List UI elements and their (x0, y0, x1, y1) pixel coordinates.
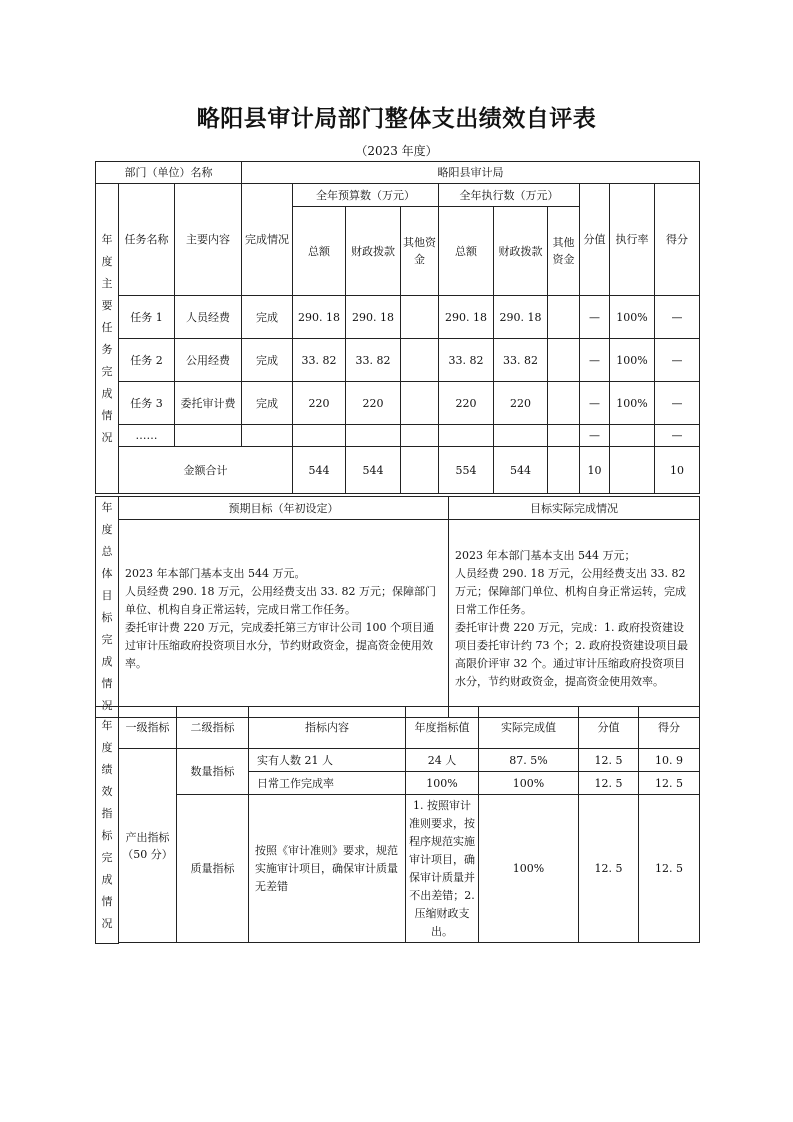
budget-total: 290. 18 (293, 296, 346, 339)
header-budget-fiscal: 财政拨款 (346, 207, 401, 296)
task-status: 完成 (242, 296, 293, 339)
indicator-score: 12. 5 (639, 772, 700, 795)
budget-other (401, 425, 439, 447)
overall-target-table (95, 496, 700, 718)
exec-total (439, 425, 494, 447)
exec-total: 290. 18 (439, 296, 494, 339)
dept-value: 略阳县审计局 (242, 162, 700, 184)
sum-budget-other (401, 447, 439, 494)
exec-rate: 100% (610, 382, 655, 425)
expected-line: 委托审计费 220 万元，完成委托第三方审计公司 100 个项目通过审计压缩政府投资项目水分，节约财政资金，提高资金使用效率。 (125, 620, 434, 670)
expected-header: 预期目标（年初设定） (119, 497, 449, 520)
quality-label: 质量指标 (177, 795, 249, 943)
task-content: 公用经费 (175, 339, 242, 382)
indicator-row (96, 749, 700, 772)
exec-other (548, 382, 580, 425)
indicator-row (96, 795, 700, 943)
budget-other (401, 339, 439, 382)
quantity-label: 数量指标 (177, 749, 249, 795)
budget-other (401, 296, 439, 339)
indicator-annual: 100% (406, 772, 479, 795)
dept-label: 部门（单位）名称 (96, 162, 242, 184)
exec-fiscal: 290. 18 (494, 296, 548, 339)
header-value: 分值 (579, 707, 639, 749)
score: — (655, 425, 700, 447)
sum-exec-total: 554 (439, 447, 494, 494)
sum-budget-total: 544 (293, 447, 346, 494)
exec-other (548, 339, 580, 382)
exec-other (548, 425, 580, 447)
task-row (96, 339, 700, 382)
header-actual: 实际完成值 (479, 707, 579, 749)
budget-fiscal (346, 425, 401, 447)
budget-fiscal: 33. 82 (346, 339, 401, 382)
actual-line: 委托审计费 220 万元，完成：1. 政府投资建设项目委托审计约 73 个；2. 政府投资建设项目最高限价评审 32 个。通过审计压缩政府投资项目水分，节约财政资金，提高资金使用效率。 (455, 620, 688, 688)
indicator-actual: 87. 5% (479, 749, 579, 772)
header-content: 指标内容 (249, 707, 406, 749)
exec-total: 220 (439, 382, 494, 425)
actual-text (449, 520, 700, 718)
sum-exec-rate (610, 447, 655, 494)
task-name: …… (119, 425, 175, 447)
actual-header: 目标实际完成情况 (449, 497, 700, 520)
exec-fiscal (494, 425, 548, 447)
exec-total: 33. 82 (439, 339, 494, 382)
header-exec-total: 总额 (439, 207, 494, 296)
header-main-content: 主要内容 (175, 184, 242, 296)
task-status: 完成 (242, 382, 293, 425)
indicator-score: 10. 9 (639, 749, 700, 772)
header-score: 得分 (639, 707, 700, 749)
header-exec-rate: 执行率 (610, 184, 655, 296)
exec-fiscal: 220 (494, 382, 548, 425)
sum-exec-other (548, 447, 580, 494)
header-level1: 一级指标 (119, 707, 177, 749)
expected-text (119, 520, 449, 718)
tasks-side-label: 年度主要任务完成情况 (96, 184, 119, 494)
indicator-value: 12. 5 (579, 749, 639, 772)
page-subtitle: （2023 年度） (355, 144, 438, 158)
header-completion: 完成情况 (242, 184, 293, 296)
indicator-content: 实有人数 21 人 (249, 749, 406, 772)
indicator-value: 12. 5 (579, 795, 639, 943)
indicator-content: 日常工作完成率 (249, 772, 406, 795)
header-annual: 年度指标值 (406, 707, 479, 749)
score: — (655, 382, 700, 425)
indicator-value: 12. 5 (579, 772, 639, 795)
indicator-annual: 1. 按照审计准则要求，按程序规范实施审计项目，确保审计质量并不出差错；2. 压缩财政支出。 (406, 795, 479, 943)
sum-exec-fiscal: 544 (494, 447, 548, 494)
task-name: 任务 1 (119, 296, 175, 339)
sum-score: 10 (655, 447, 700, 494)
targets-side-label: 年度总体目标完成情况 (96, 497, 119, 718)
header-budget-total: 总额 (293, 207, 346, 296)
sum-budget-fiscal: 544 (346, 447, 401, 494)
actual-line: 人员经费 290. 18 万元，公用经费支出 33. 82 万元；保障部门单位、机构自身正常运转，完成日常工作任务。 (455, 566, 686, 616)
budget-total: 220 (293, 382, 346, 425)
header-level2: 二级指标 (177, 707, 249, 749)
exec-rate: 100% (610, 339, 655, 382)
indicator-table (95, 706, 700, 944)
task-row (96, 296, 700, 339)
task-content: 委托审计费 (175, 382, 242, 425)
expected-line: 人员经费 290. 18 万元，公用经费支出 33. 82 万元；保障部门单位、机构自身正常运转，完成日常工作任务。 (125, 584, 436, 616)
sum-label: 金额合计 (119, 447, 293, 494)
task-name: 任务 2 (119, 339, 175, 382)
header-score-value: 分值 (580, 184, 610, 296)
indicator-content: 按照《审计准则》要求，规范实施审计项目，确保审计质量无差错 (249, 795, 406, 943)
page-title: 略阳县审计局部门整体支出绩效自评表 (196, 106, 597, 132)
indicator-actual: 100% (479, 772, 579, 795)
task-row (96, 382, 700, 425)
task-status (242, 425, 293, 447)
task-name: 任务 3 (119, 382, 175, 425)
output-label: 产出指标（50 分） (119, 749, 177, 943)
expected-line: 2023 年本部门基本支出 544 万元。 (125, 566, 306, 580)
header-score: 得分 (655, 184, 700, 296)
indicator-score: 12. 5 (639, 795, 700, 943)
indicator-annual: 24 人 (406, 749, 479, 772)
score-value: — (580, 382, 610, 425)
header-budget-other: 其他资金 (401, 207, 439, 296)
task-content (175, 425, 242, 447)
sum-score-value: 10 (580, 447, 610, 494)
score-value: — (580, 425, 610, 447)
exec-rate (610, 425, 655, 447)
score-value: — (580, 339, 610, 382)
budget-other (401, 382, 439, 425)
sum-row (96, 447, 700, 494)
budget-fiscal: 220 (346, 382, 401, 425)
exec-fiscal: 33. 82 (494, 339, 548, 382)
header-budget: 全年预算数（万元） (293, 184, 439, 207)
actual-line: 2023 年本部门基本支出 544 万元； (455, 548, 636, 562)
budget-total (293, 425, 346, 447)
task-table (95, 161, 700, 494)
task-content: 人员经费 (175, 296, 242, 339)
exec-rate: 100% (610, 296, 655, 339)
indicators-side-label: 年度绩效指标完成情况 (96, 707, 119, 944)
task-row (96, 425, 700, 447)
header-exec-fiscal: 财政拨款 (494, 207, 548, 296)
exec-other (548, 296, 580, 339)
score: — (655, 339, 700, 382)
score-value: — (580, 296, 610, 339)
header-execution: 全年执行数（万元） (439, 184, 580, 207)
budget-fiscal: 290. 18 (346, 296, 401, 339)
header-task-name: 任务名称 (119, 184, 175, 296)
budget-total: 33. 82 (293, 339, 346, 382)
score: — (655, 296, 700, 339)
header-exec-other: 其他资金 (548, 207, 580, 296)
indicator-actual: 100% (479, 795, 579, 943)
task-status: 完成 (242, 339, 293, 382)
